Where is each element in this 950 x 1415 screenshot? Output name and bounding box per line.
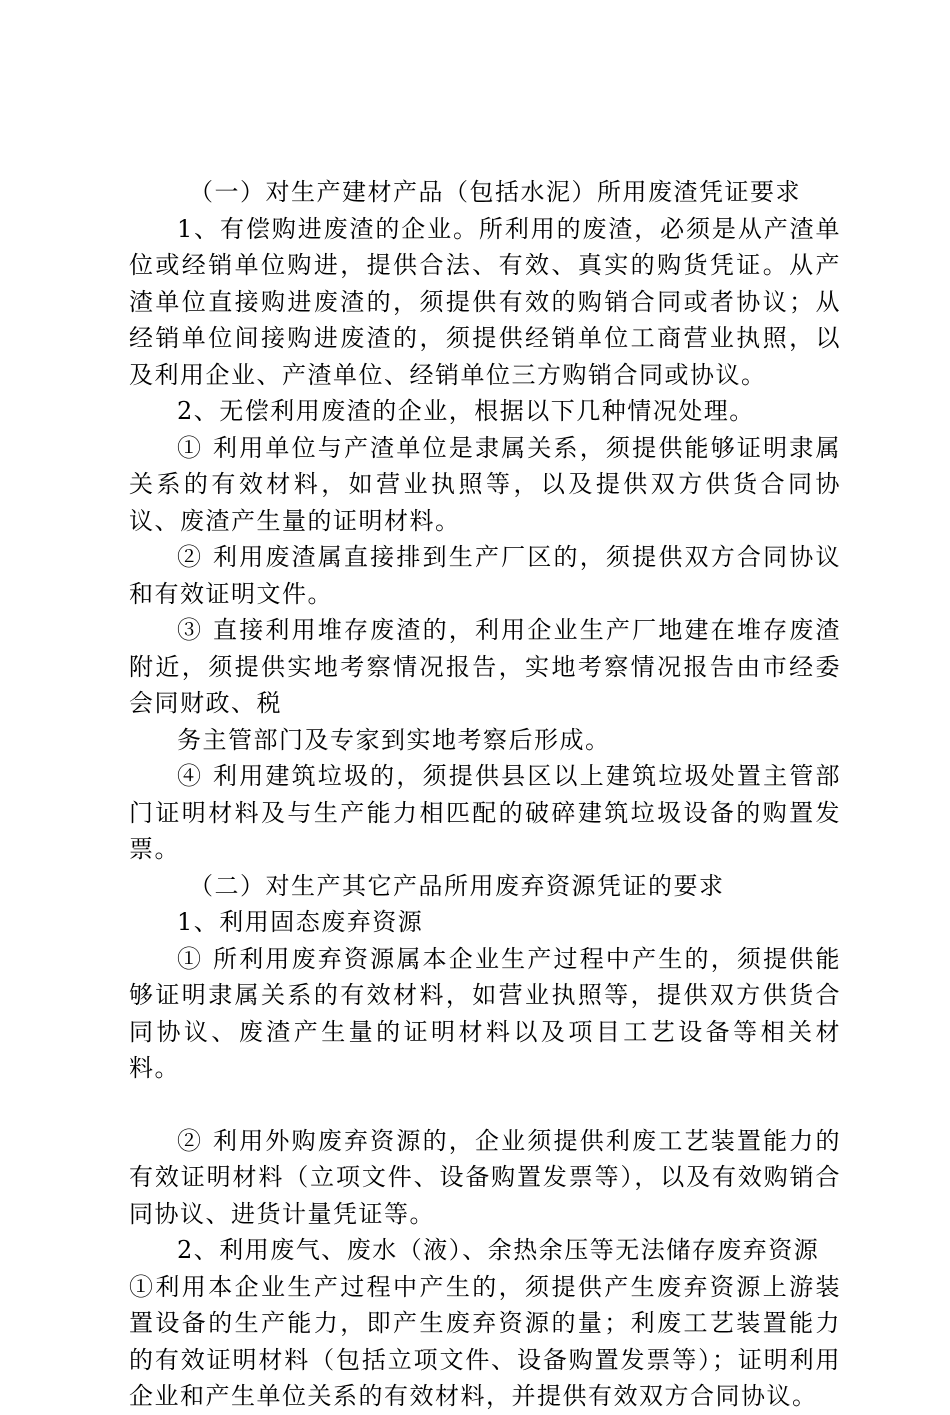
paragraph-gas-liquid: 2、利用废气、废水（液）、余热余压等无法储存废弃资源 bbox=[177, 1236, 820, 1264]
document-body bbox=[129, 174, 841, 1415]
paragraph-solid-item-2: ② 利用外购废弃资源的，企业须提供利废工艺装置能力的有效证明材料（立项文件、设备购置发票等），以及有效购销合同协议、进货计量凭证等。 bbox=[129, 1126, 841, 1228]
paragraph-item-1: ① 利用单位与产渣单位是隶属关系，须提供能够证明隶属关系的有效材料，如营业执照等，以及提供双方供货合同协议、废渣产生量的证明材料。 bbox=[129, 433, 841, 535]
section-heading-2: （二）对生产其它产品所用废弃资源凭证的要求 bbox=[189, 871, 725, 900]
paragraph-paid-purchase: 1、有偿购进废渣的企业。所利用的废渣，必须是从产渣单位或经销单位购进，提供合法、有效、真实的购货凭证。从产渣单位直接购进废渣的，须提供有效的购销合同或者协议；从经销单位间接购进废渣的，须提供经销单位工商营业执照，以及利用企业、产渣单位、经销单位三方购销合同或协议。 bbox=[129, 214, 841, 389]
section-heading-1: （一）对生产建材产品（包括水泥）所用废渣凭证要求 bbox=[189, 178, 801, 206]
paragraph-item-2: ② 利用废渣属直接排到生产厂区的，须提供双方合同协议和有效证明文件。 bbox=[129, 543, 841, 608]
paragraph-item-3: ③ 直接利用堆存废渣的，利用企业生产厂地建在堆存废渣附近，须提供实地考察情况报告，实地考察情况报告由市经委会同财政、税 bbox=[129, 616, 841, 717]
paragraph-item-4: ④ 利用建筑垃圾的，须提供县区以上建筑垃圾处置主管部门证明材料及与生产能力相匹配的破碎建筑垃圾设备的购置发票。 bbox=[129, 762, 841, 863]
paragraph-item-3-continued: 务主管部门及专家到实地考察后形成。 bbox=[177, 725, 611, 754]
paragraph-free-use: 2、无偿利用废渣的企业，根据以下几种情况处理。 bbox=[177, 397, 755, 425]
paragraph-solid-item-1: ① 所利用废弃资源属本企业生产过程中产生的，须提供能够证明隶属关系的有效材料，如营业执照等，提供双方供货合同协议、废渣产生量的证明材料以及项目工艺设备等相关材料。 bbox=[129, 944, 841, 1082]
paragraph-solid-waste: 1、利用固态废弃资源 bbox=[177, 908, 424, 936]
paragraph-gas-item-1: ①利用本企业生产过程中产生的，须提供产生废弃资源上游装置设备的生产能力，即产生废弃资源的量；利废工艺装置能力的有效证明材料（包括立项文件、设备购置发票等）；证明利用企业和产生单位关系的有效材料，并提供有效双方合同协议。 bbox=[129, 1272, 841, 1410]
